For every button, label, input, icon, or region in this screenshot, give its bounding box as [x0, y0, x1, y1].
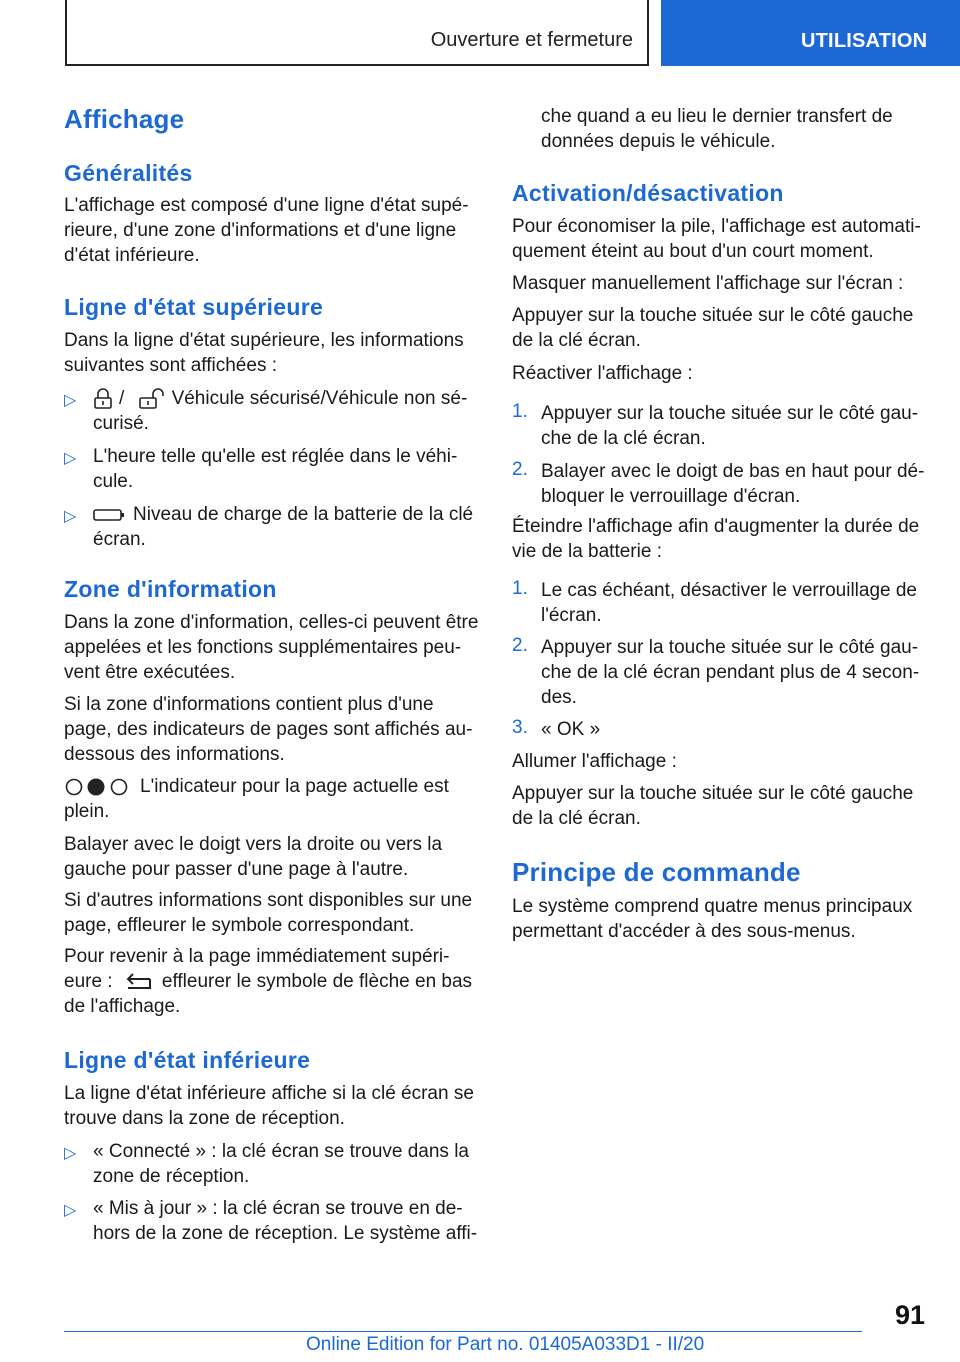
- text-line: che de la clé écran.: [541, 428, 706, 449]
- text-line: trouve dans la zone de réception.: [64, 1108, 345, 1129]
- text-line: de la clé écran.: [512, 808, 641, 829]
- numbered-step: [512, 717, 942, 743]
- paragraph-principe: [512, 894, 942, 944]
- paragraph-generalites: [64, 193, 484, 268]
- text-line: Si la zone d'informations contient plus d'une: [64, 694, 434, 715]
- text-line: Pour revenir à la page immédiatement supéri-: [64, 946, 450, 967]
- heading-zone-information: Zone d'information: [64, 576, 277, 602]
- text-line: che quand a eu lieu le dernier transfert de: [541, 106, 893, 127]
- list-item-text: [93, 1139, 481, 1189]
- paragraph-zone-info-2: [64, 692, 484, 767]
- text-line: Pour économiser la pile, l'affichage est automati-: [512, 216, 921, 237]
- list-item-text: [93, 444, 481, 494]
- list-item: [64, 386, 484, 438]
- text-line: bloquer le verrouillage d'écran.: [541, 486, 801, 507]
- text-line: Balayer avec le doigt de bas en haut pour dé-: [541, 461, 925, 482]
- heading-generalites: Généralités: [64, 160, 193, 186]
- numbered-step: [512, 401, 942, 453]
- text-line: « OK »: [541, 719, 601, 740]
- page-header: [0, 0, 960, 66]
- separator-text: /: [119, 388, 125, 409]
- text-segment: L'indicateur pour la page actuelle est: [140, 776, 449, 797]
- text-line: Appuyer sur la touche située sur le côté gauche: [512, 305, 914, 326]
- paragraph-activation-4: Réactiver l'affichage :: [512, 363, 693, 384]
- paragraph-activation-7: [512, 781, 942, 831]
- section-tab-label: UTILISATION: [801, 30, 928, 52]
- paragraph-activation-2: Masquer manuellement l'affichage sur l'écran :: [512, 273, 904, 294]
- text-line: « Connecté » : la clé écran se trouve dans la: [93, 1141, 470, 1162]
- text-line: [93, 502, 481, 527]
- page-number: 91: [895, 1300, 926, 1330]
- step-text: [541, 459, 929, 509]
- paragraph-activation-1: [512, 214, 942, 264]
- text-line: rieure, d'une zone d'informations et d'une ligne: [64, 220, 457, 241]
- list-item-text: [93, 386, 481, 436]
- text-line: Éteindre l'affichage afin d'augmenter la durée de: [512, 516, 920, 537]
- locked-padlock-icon: [93, 388, 113, 410]
- text-line: quement éteint au bout d'un court moment.: [512, 241, 874, 262]
- text-line: plein.: [64, 801, 110, 822]
- text-line: Appuyer sur la touche située sur le côté gau-: [541, 637, 919, 658]
- text-segment: Véhicule sécurisé/Véhicule non sé-: [171, 388, 468, 409]
- paragraph-activation-3: [512, 303, 942, 353]
- bullet-triangle-icon: ▷: [64, 1202, 77, 1219]
- text-line: dessous des informations.: [64, 744, 285, 765]
- footer-divider: [64, 1331, 862, 1332]
- footer-edition: Online Edition for Part no. 01405A033D1 - II/20: [306, 1334, 705, 1355]
- text-line: cule.: [93, 471, 134, 492]
- text-line: suivantes sont affichées :: [64, 355, 277, 376]
- page-title: Affichage: [64, 104, 185, 134]
- text-line: des.: [541, 687, 577, 708]
- text-line: « Mis à jour » : la clé écran se trouve en de-: [93, 1198, 463, 1219]
- paragraph-zone-info-4: [64, 832, 484, 882]
- numbered-step: [512, 578, 942, 630]
- text-line: données depuis le véhicule.: [541, 131, 776, 152]
- list-item-text: [93, 502, 481, 552]
- paragraph-zone-info-6: [64, 944, 484, 1019]
- text-line: Balayer avec le doigt vers la droite ou vers la: [64, 834, 443, 855]
- text-line: zone de réception.: [93, 1166, 250, 1187]
- text-line: écran.: [93, 529, 146, 550]
- text-segment: eure :: [64, 971, 113, 992]
- step-text: [541, 717, 929, 742]
- text-line: appelées et les fonctions supplémentaires peu-: [64, 637, 462, 658]
- list-item: [64, 444, 484, 496]
- text-line: de l'affichage.: [64, 996, 181, 1017]
- text-line: l'écran.: [541, 605, 602, 626]
- list-item: [64, 1139, 484, 1191]
- step-text: [541, 635, 929, 710]
- text-line: [64, 969, 484, 994]
- text-line: [93, 386, 481, 411]
- step-number: 3.: [512, 717, 528, 738]
- heading-activation: Activation/désactivation: [512, 180, 784, 206]
- step-number: 1.: [512, 401, 528, 422]
- text-line: Appuyer sur la touche située sur le côté gau-: [541, 403, 919, 424]
- list-item: [64, 502, 484, 554]
- paragraph-ligne-inferieure: [64, 1081, 484, 1131]
- paragraph-ligne-superieure: [64, 328, 484, 378]
- text-line: page, des indicateurs de pages sont affichés au-: [64, 719, 473, 740]
- text-line: Dans la ligne d'état supérieure, les informations: [64, 330, 464, 351]
- unlocked-padlock-icon: [138, 388, 164, 410]
- bullet-triangle-icon: ▷: [64, 508, 77, 525]
- step-number: 1.: [512, 578, 528, 599]
- text-line: vie de la batterie :: [512, 541, 662, 562]
- text-line: vent être exécutées.: [64, 662, 236, 683]
- paragraph-zone-info-3: [64, 774, 484, 824]
- paragraph-zone-info-1: [64, 610, 484, 685]
- text-line: hors de la zone de réception. Le système affi-: [93, 1223, 478, 1244]
- step-number: 2.: [512, 635, 528, 656]
- step-text: [541, 578, 929, 628]
- text-line: La ligne d'état inférieure affiche si la clé écran se: [64, 1083, 474, 1104]
- text-line: curisé.: [93, 413, 149, 434]
- numbered-step: [512, 635, 942, 711]
- chapter-header-box: [65, 0, 649, 66]
- text-line: gauche pour passer d'une page à l'autre.: [64, 859, 409, 880]
- step-text: [541, 401, 929, 451]
- paragraph-activation-6: Allumer l'affichage :: [512, 751, 677, 772]
- chapter-title: Ouverture et fermeture: [430, 29, 633, 51]
- text-line: page, effleurer le symbole correspondant.: [64, 915, 415, 936]
- paragraph-activation-5: [512, 514, 942, 564]
- text-line: che de la clé écran pendant plus de 4 secon-: [541, 662, 920, 683]
- text-line: Le cas échéant, désactiver le verrouillage de: [541, 580, 918, 601]
- section-tab: [661, 0, 960, 66]
- step-number: 2.: [512, 459, 528, 480]
- paragraph-zone-info-5: [64, 888, 484, 938]
- bullet-triangle-icon: ▷: [64, 392, 77, 409]
- list-item-text: [93, 1196, 481, 1246]
- text-line: d'état inférieure.: [64, 245, 200, 266]
- heading-ligne-inferieure: Ligne d'état inférieure: [64, 1047, 311, 1073]
- text-line: Le système comprend quatre menus principaux: [512, 896, 913, 917]
- bullet-triangle-icon: ▷: [64, 450, 77, 467]
- paragraph-continuation: [541, 104, 941, 154]
- bullet-triangle-icon: ▷: [64, 1145, 77, 1162]
- text-line: de la clé écran.: [512, 330, 641, 351]
- text-line: permettant d'accéder à des sous-menus.: [512, 921, 856, 942]
- heading-principe-commande: Principe de commande: [512, 857, 801, 887]
- text-line: L'affichage est composé d'une ligne d'état supé-: [64, 195, 469, 216]
- text-line: L'heure telle qu'elle est réglée dans le véhi-: [93, 446, 458, 467]
- heading-ligne-superieure: Ligne d'état supérieure: [64, 294, 324, 320]
- numbered-step: [512, 459, 942, 511]
- battery-icon: [93, 508, 125, 522]
- back-arrow-icon: [126, 972, 154, 992]
- text-line: Dans la zone d'information, celles-ci peuvent être: [64, 612, 479, 633]
- text-segment: effleurer le symbole de flèche en bas: [161, 971, 473, 992]
- page-indicator-dots-icon: [64, 777, 130, 797]
- text-line: Si d'autres informations sont disponibles sur une: [64, 890, 473, 911]
- list-item: [64, 1196, 484, 1248]
- text-segment: Niveau de charge de la batterie de la clé: [133, 504, 474, 525]
- text-line: [64, 774, 484, 799]
- text-line: Appuyer sur la touche située sur le côté gauche: [512, 783, 914, 804]
